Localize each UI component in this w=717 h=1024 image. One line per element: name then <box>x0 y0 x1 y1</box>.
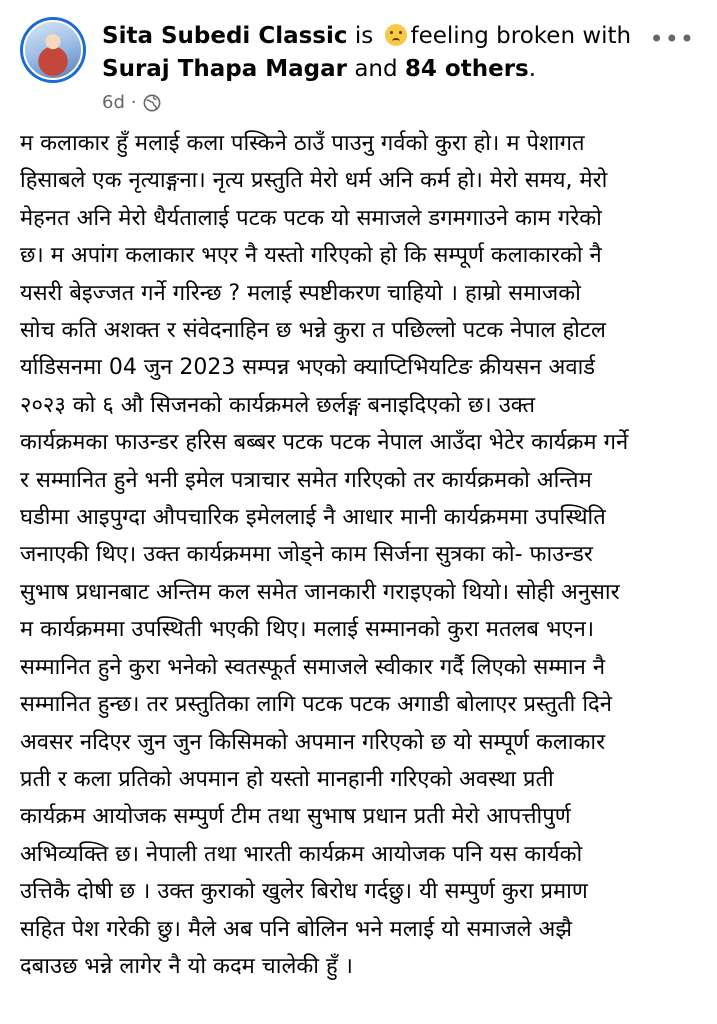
post-title-line: Sita Subedi Classic is feeling broken with Suraj Thapa Magar and 84 others. <box>102 23 632 82</box>
post-line: २०२३ को ६ औ सिजनको कार्यक्रमले छर्लङ्ग बनाइदिएको छ। उक्त <box>20 392 536 418</box>
post-line: सुभाष प्रधानबाट अन्तिम कल समेत जानकारी गराइएको थियो। सोही अनुसार <box>20 579 620 605</box>
post-line: दबाउछ भन्ने लागेर नै यो कदम चालेकी हुँ । <box>20 953 353 979</box>
post-line: मेहनत अनि मेरो धैर्यतालाई पटक पटक यो समाजले डगमगाउने काम गरेको <box>20 205 602 231</box>
avatar[interactable] <box>20 17 86 83</box>
connector-is: is <box>354 23 374 49</box>
post-line: अवसर नदिएर जुन जुन किसिमको अपमान गरिएको छ यो सम्पूर्ण कलाकार <box>20 729 606 755</box>
post-body <box>20 125 706 985</box>
post-line: यसरी बेइज्जत गर्ने गरिन्छ ? मलाई स्पष्टीकरण चाहियो । हाम्रो समाजको <box>20 280 581 306</box>
post-line: सोच कति अशक्त र संवेदनाहिन छ भन्ने कुरा त पछिल्लो पटक नेपाल होटल <box>20 318 606 344</box>
post-line: सम्मानित हुने कुरा भनेको स्वतस्फूर्त समाजले स्वीकार गर्दै लिएको सम्मान नै <box>20 654 606 680</box>
feeling-text: feeling broken with <box>410 23 632 49</box>
post-line: घडीमा आइपुग्दा औपचारिक इमेललाई नै आधार मानी कार्यक्रममा उपस्थिति <box>20 505 606 531</box>
post-time[interactable]: 6d <box>102 92 125 113</box>
post-line: म कार्यक्रममा उपस्थिती भएकी थिए। मलाई सम्मानको कुरा मतलब भएन। <box>20 617 595 643</box>
post-line: कार्यक्रम आयोजक सम्पुर्ण टीम तथा सुभाष प्रधान प्रती मेरो आपत्तीपुर्ण <box>20 804 571 830</box>
globe-icon[interactable] <box>143 94 161 112</box>
post-line: कार्यक्रमका फाउन्डर हरिस बब्बर पटक पटक नेपाल आउँदा भेटेर कार्यक्रम गर्ने <box>20 430 629 456</box>
post-line: उत्तिकै दोषी छ । उक्त कुराको खुलेर बिरोध गर्दछु। यी सम्पुर्ण कुरा प्रमाण <box>20 879 588 905</box>
post-line: अभिव्यक्ति छ। नेपाली तथा भारती कार्यक्रम आयोजक पनि यस कार्यको <box>20 841 583 867</box>
post-line: म कलाकार हुँ मलाई कला पस्किने ठाउँ पाउनु गर्वको कुरा हो। म पेशागत <box>20 131 585 156</box>
post-header <box>0 0 717 125</box>
post-line: सहित पेश गरेकी छु। मैले अब पनि बोलिन भने मलाई यो समाजले अझै <box>20 916 572 942</box>
post-line: छ। म अपांग कलाकार भएर नै यस्तो गरिएको हो कि सम्पूर्ण कलाकारको नै <box>20 243 602 269</box>
sad-face-icon <box>385 24 407 46</box>
post-meta <box>102 92 161 113</box>
and-text: and <box>354 56 398 82</box>
more-options-icon[interactable]: ••• <box>649 25 695 53</box>
author-name[interactable]: Sita Subedi Classic <box>102 23 348 49</box>
post-line: र सम्मानित हुने भनी इमेल पत्राचार समेत गरिएको तर कार्यक्रमको अन्तिम <box>20 467 592 493</box>
post-line: र्याडिसनमा 04 जुन 2023 सम्पन्न भएको क्याप्टिभियटिङ क्रीयसन अवार्ड <box>20 355 596 381</box>
meta-separator: · <box>130 92 137 113</box>
others-link[interactable]: 84 others <box>404 56 529 82</box>
avatar-image <box>23 20 83 80</box>
post-line: हिसाबले एक नृत्याङ्गना। नृत्य प्रस्तुति मेरो धर्म अनि कर्म हो। मेरो समय, मेरो <box>20 168 608 194</box>
tagged-person[interactable]: Suraj Thapa Magar <box>102 56 348 82</box>
post-line: जनाएकी थिए। उक्त कार्यक्रममा जोड्ने काम सिर्जना सुत्रका को- फाउन्डर <box>20 542 593 568</box>
post-line: सम्मानित हुन्छ। तर प्रस्तुतिका लागि पटक पटक अगाडी बोलाएर प्रस्तुती दिने <box>20 692 612 718</box>
post-line: प्रती र कला प्रतिको अपमान हो यस्तो मानहानी गरिएको अवस्था प्रती <box>20 766 554 792</box>
